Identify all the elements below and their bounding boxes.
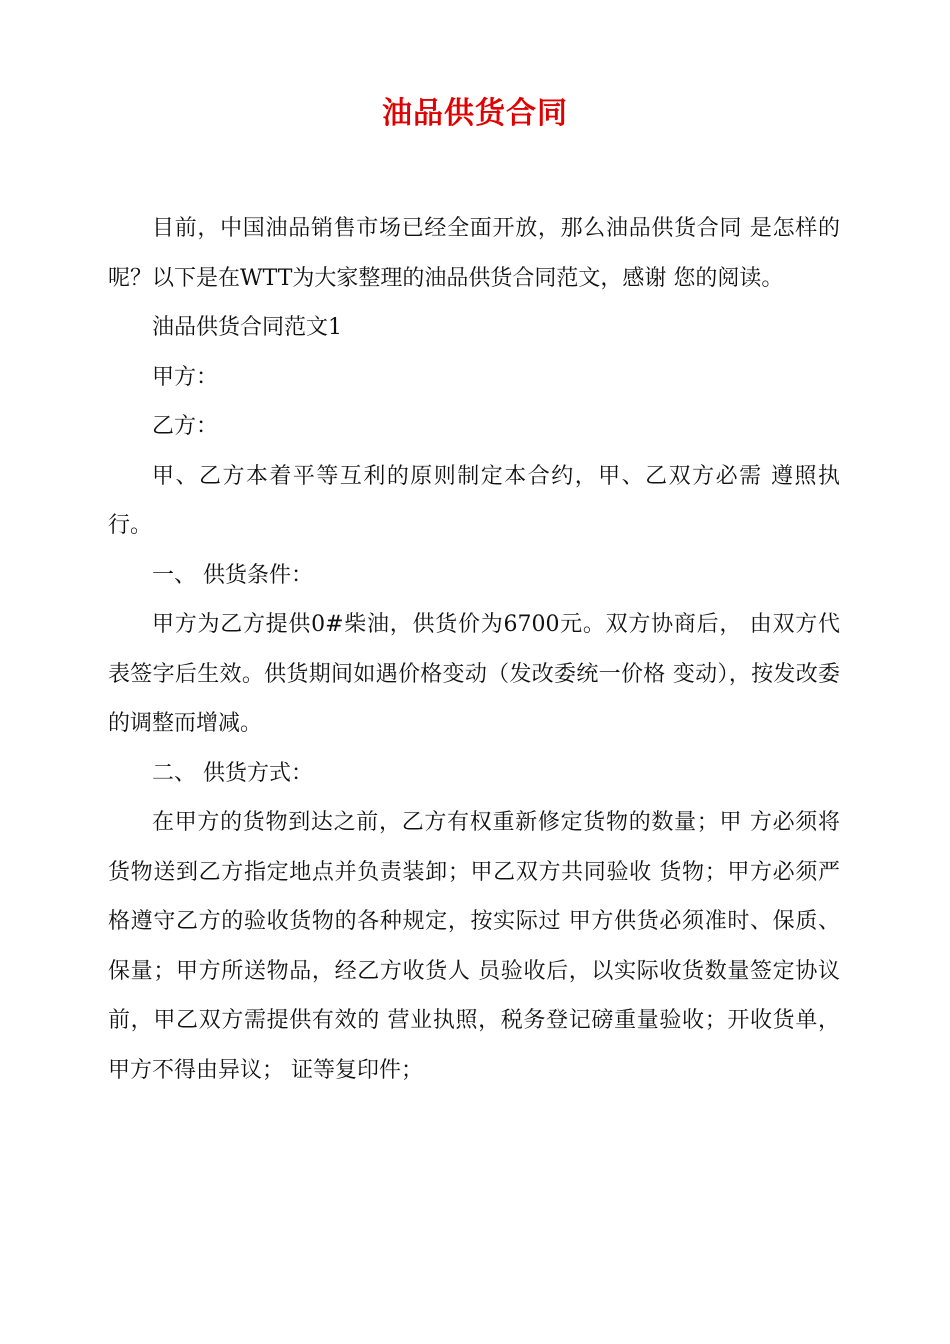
intro-paragraph: 目前，中国油品销售市场已经全面开放，那么油品供货合同 是怎样的呢？以下是在WTT为大家整理的油品供货合同范文，感谢 您的阅读。 [108,216,840,291]
document-body [108,204,840,1095]
document-title: 油品供货合同 [382,96,568,131]
agreement-principle-paragraph: 甲、乙方本着平等互利的原则制定本合约，甲、乙双方必需 遵照执行。 [108,463,840,538]
party-b-line: 乙方： [152,414,219,439]
section-heading-supply-method: 二、 供货方式： [152,760,313,786]
supply-method-paragraph: 在甲方的货物到达之前，乙方有权重新修定货物的数量；甲 方必须将货物送到乙方指定地点并负责装卸；甲乙双方共同验收 货物；甲方必须严格遵守乙方的验收货物的各种规定，按实际过 甲方供货必须准时、保质、保量；甲方所送物品，经乙方收货人 员验收后，以实际收货数量签定协议前，甲乙双方需提供有效的 营业执照，税务登记磅重量验收；开收货单，甲方不得由异议； 证等复印件； [108,810,840,1083]
sample-heading: 油品供货合同范文1 [152,315,342,340]
party-a-line: 甲方： [152,364,219,390]
section-heading-supply-conditions: 一、 供货条件： [152,562,313,588]
supply-conditions-paragraph: 甲方为乙方提供0#柴油，供货价为6700元。双方协商后， 由双方代表签字后生效。供货期间如遇价格变动（发改委统一价格 变动），按发改委的调整而增减。 [108,612,840,736]
